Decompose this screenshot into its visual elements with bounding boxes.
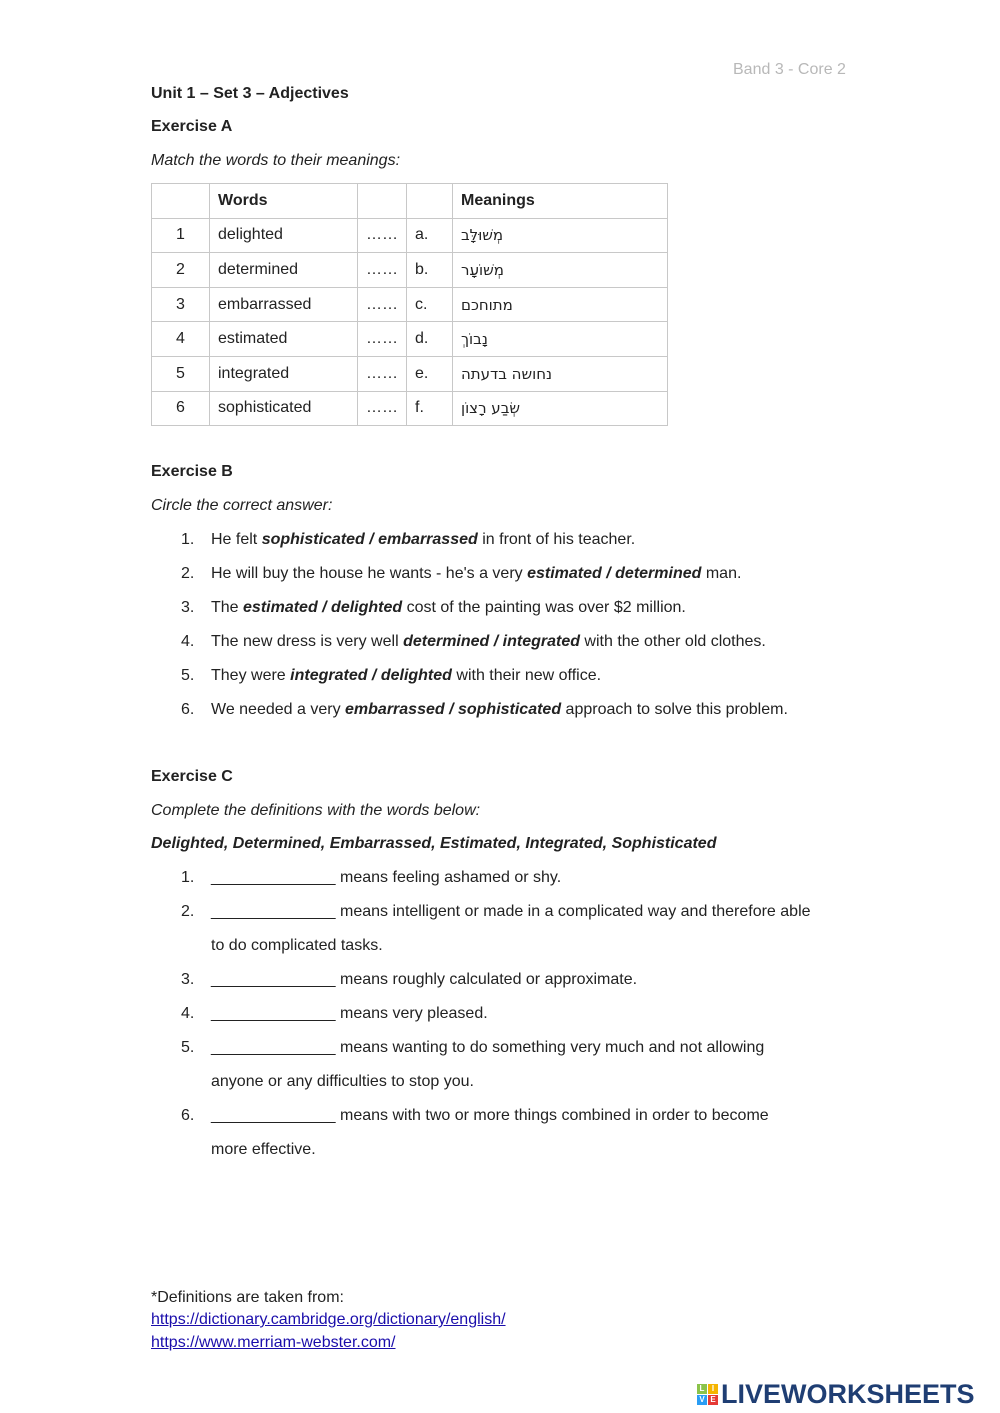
answer-choices[interactable]: estimated / determined [527, 565, 702, 582]
meaning-letter: a. [407, 218, 453, 253]
exercise-c-heading: Exercise C [151, 768, 233, 785]
sentence-before: The new dress is very well [211, 633, 404, 650]
item-number: 5. [181, 1039, 195, 1056]
fill-blank[interactable]: ______________ [211, 1039, 336, 1056]
meaning-cell [453, 253, 668, 288]
row-number: 1 [152, 218, 210, 253]
item-number: 6. [181, 1107, 195, 1124]
sentence-before: We needed a very [211, 701, 346, 718]
liveworksheets-logo [697, 1379, 975, 1410]
definition-item [181, 971, 637, 989]
answer-choices[interactable]: sophisticated / embarrassed [261, 531, 478, 548]
exercise-c-instruction: Complete the definitions with the words below: [151, 802, 481, 819]
word-cell: integrated [210, 356, 358, 391]
hebrew-meaning: שְׂבַע רָצוֹן [461, 399, 520, 418]
fill-blank[interactable]: ______________ [211, 1107, 336, 1124]
sentence-item [181, 565, 741, 583]
answer-choices[interactable]: estimated / delighted [243, 599, 403, 616]
hebrew-meaning: מְשׁוּלָּב [461, 226, 504, 245]
definition-text: means roughly calculated or approximate. [335, 971, 638, 988]
hebrew-meaning: מְשׁוֹעָר [461, 260, 504, 279]
answer-blank[interactable]: …… [358, 322, 407, 357]
meaning-cell [453, 322, 668, 357]
word-cell: embarrassed [210, 287, 358, 322]
sentence-before: He felt [211, 531, 262, 548]
meaning-letter: d. [407, 322, 453, 357]
sentence-item [181, 599, 686, 617]
table-row [152, 253, 668, 288]
word-cell: delighted [210, 218, 358, 253]
merriam-webster-link[interactable]: https://www.merriam-webster.com/ [151, 1334, 396, 1351]
sentence-after: with their new office. [451, 667, 602, 684]
definition-continuation: anyone or any difficulties to stop you. [211, 1073, 474, 1090]
footer-note: *Definitions are taken from: [151, 1289, 344, 1306]
item-number: 1. [181, 531, 195, 548]
sentence-after: approach to solve this problem. [561, 701, 788, 718]
sentence-item [181, 633, 766, 651]
definition-item [181, 1005, 488, 1023]
word-cell: sophisticated [210, 391, 358, 426]
exercise-a-heading: Exercise A [151, 118, 233, 135]
sentence-after: with the other old clothes. [579, 633, 766, 650]
worksheet-title: Unit 1 – Set 3 – Adjectives [151, 85, 349, 102]
definition-text: means very pleased. [335, 1005, 488, 1022]
exercise-a-instruction: Match the words to their meanings: [151, 152, 401, 169]
fill-blank[interactable]: ______________ [211, 903, 336, 920]
word-list: Delighted, Determined, Embarrassed, Estimated, Integrated, Sophisticated [151, 835, 717, 852]
item-number: 2. [181, 565, 195, 582]
item-number: 3. [181, 599, 195, 616]
table-header-row [152, 184, 668, 219]
meaning-cell [453, 218, 668, 253]
row-number: 5 [152, 356, 210, 391]
meaning-cell [453, 287, 668, 322]
fill-blank[interactable]: ______________ [211, 869, 336, 886]
definition-text: means intelligent or made in a complicated way and therefore able [335, 903, 811, 920]
meaning-cell [453, 391, 668, 426]
row-number: 3 [152, 287, 210, 322]
item-number: 4. [181, 633, 195, 650]
sentence-after: man. [701, 565, 742, 582]
meaning-letter: b. [407, 253, 453, 288]
definition-item [181, 1107, 769, 1125]
table-row [152, 356, 668, 391]
answer-choices[interactable]: embarrassed / sophisticated [345, 701, 562, 718]
row-number: 2 [152, 253, 210, 288]
sentence-before: The [211, 599, 244, 616]
sentence-after: cost of the painting was over $2 million. [402, 599, 686, 616]
answer-choices[interactable]: determined / integrated [403, 633, 580, 650]
sentence-before: They were [211, 667, 291, 684]
answer-blank[interactable]: …… [358, 253, 407, 288]
sentence-item [181, 701, 788, 719]
word-cell: estimated [210, 322, 358, 357]
page-header: Band 3 - Core 2 [733, 61, 846, 78]
hebrew-meaning: מתוחכם [461, 295, 513, 314]
table-row [152, 322, 668, 357]
definition-text: means with two or more things combined in order to become [335, 1107, 769, 1124]
logo-text: LIVEWORKSHEETS [721, 1379, 975, 1409]
exercise-b-instruction: Circle the correct answer: [151, 497, 333, 514]
word-cell: determined [210, 253, 358, 288]
answer-blank[interactable]: …… [358, 391, 407, 426]
meaning-letter: c. [407, 287, 453, 322]
table-row [152, 218, 668, 253]
answer-blank[interactable]: …… [358, 356, 407, 391]
definition-text: means feeling ashamed or shy. [335, 869, 562, 886]
hebrew-meaning: נָבוֹךְ [461, 330, 488, 349]
meaning-letter: e. [407, 356, 453, 391]
item-number: 6. [181, 701, 195, 718]
hebrew-meaning: נחושה בדעתה [461, 364, 552, 383]
table-row [152, 391, 668, 426]
definition-continuation: to do complicated tasks. [211, 937, 383, 954]
exercise-b-heading: Exercise B [151, 463, 233, 480]
sentence-item [181, 667, 601, 685]
row-number: 6 [152, 391, 210, 426]
definition-text: means wanting to do something very much and not allowing [335, 1039, 765, 1056]
item-number: 1. [181, 869, 195, 886]
sentence-after: in front of his teacher. [477, 531, 636, 548]
item-number: 4. [181, 1005, 195, 1022]
item-number: 5. [181, 667, 195, 684]
meanings-header: Meanings [453, 184, 668, 219]
definition-item [181, 903, 811, 921]
meaning-letter: f. [407, 391, 453, 426]
logo-blocks-icon: L I V E [697, 1384, 718, 1405]
definition-item [181, 869, 561, 887]
matching-table [151, 183, 668, 426]
meaning-cell [453, 356, 668, 391]
sentence-before: He will buy the house he wants - he's a very [211, 565, 528, 582]
item-number: 3. [181, 971, 195, 988]
item-number: 2. [181, 903, 195, 920]
row-number: 4 [152, 322, 210, 357]
answer-blank[interactable]: …… [358, 218, 407, 253]
answer-blank[interactable]: …… [358, 287, 407, 322]
cambridge-link[interactable]: https://dictionary.cambridge.org/dictionary/english/ [151, 1311, 506, 1328]
words-header: Words [210, 184, 358, 219]
sentence-item [181, 531, 635, 549]
fill-blank[interactable]: ______________ [211, 971, 336, 988]
table-row [152, 287, 668, 322]
fill-blank[interactable]: ______________ [211, 1005, 336, 1022]
definition-continuation: more effective. [211, 1141, 316, 1158]
answer-choices[interactable]: integrated / delighted [290, 667, 452, 684]
definition-item [181, 1039, 764, 1057]
